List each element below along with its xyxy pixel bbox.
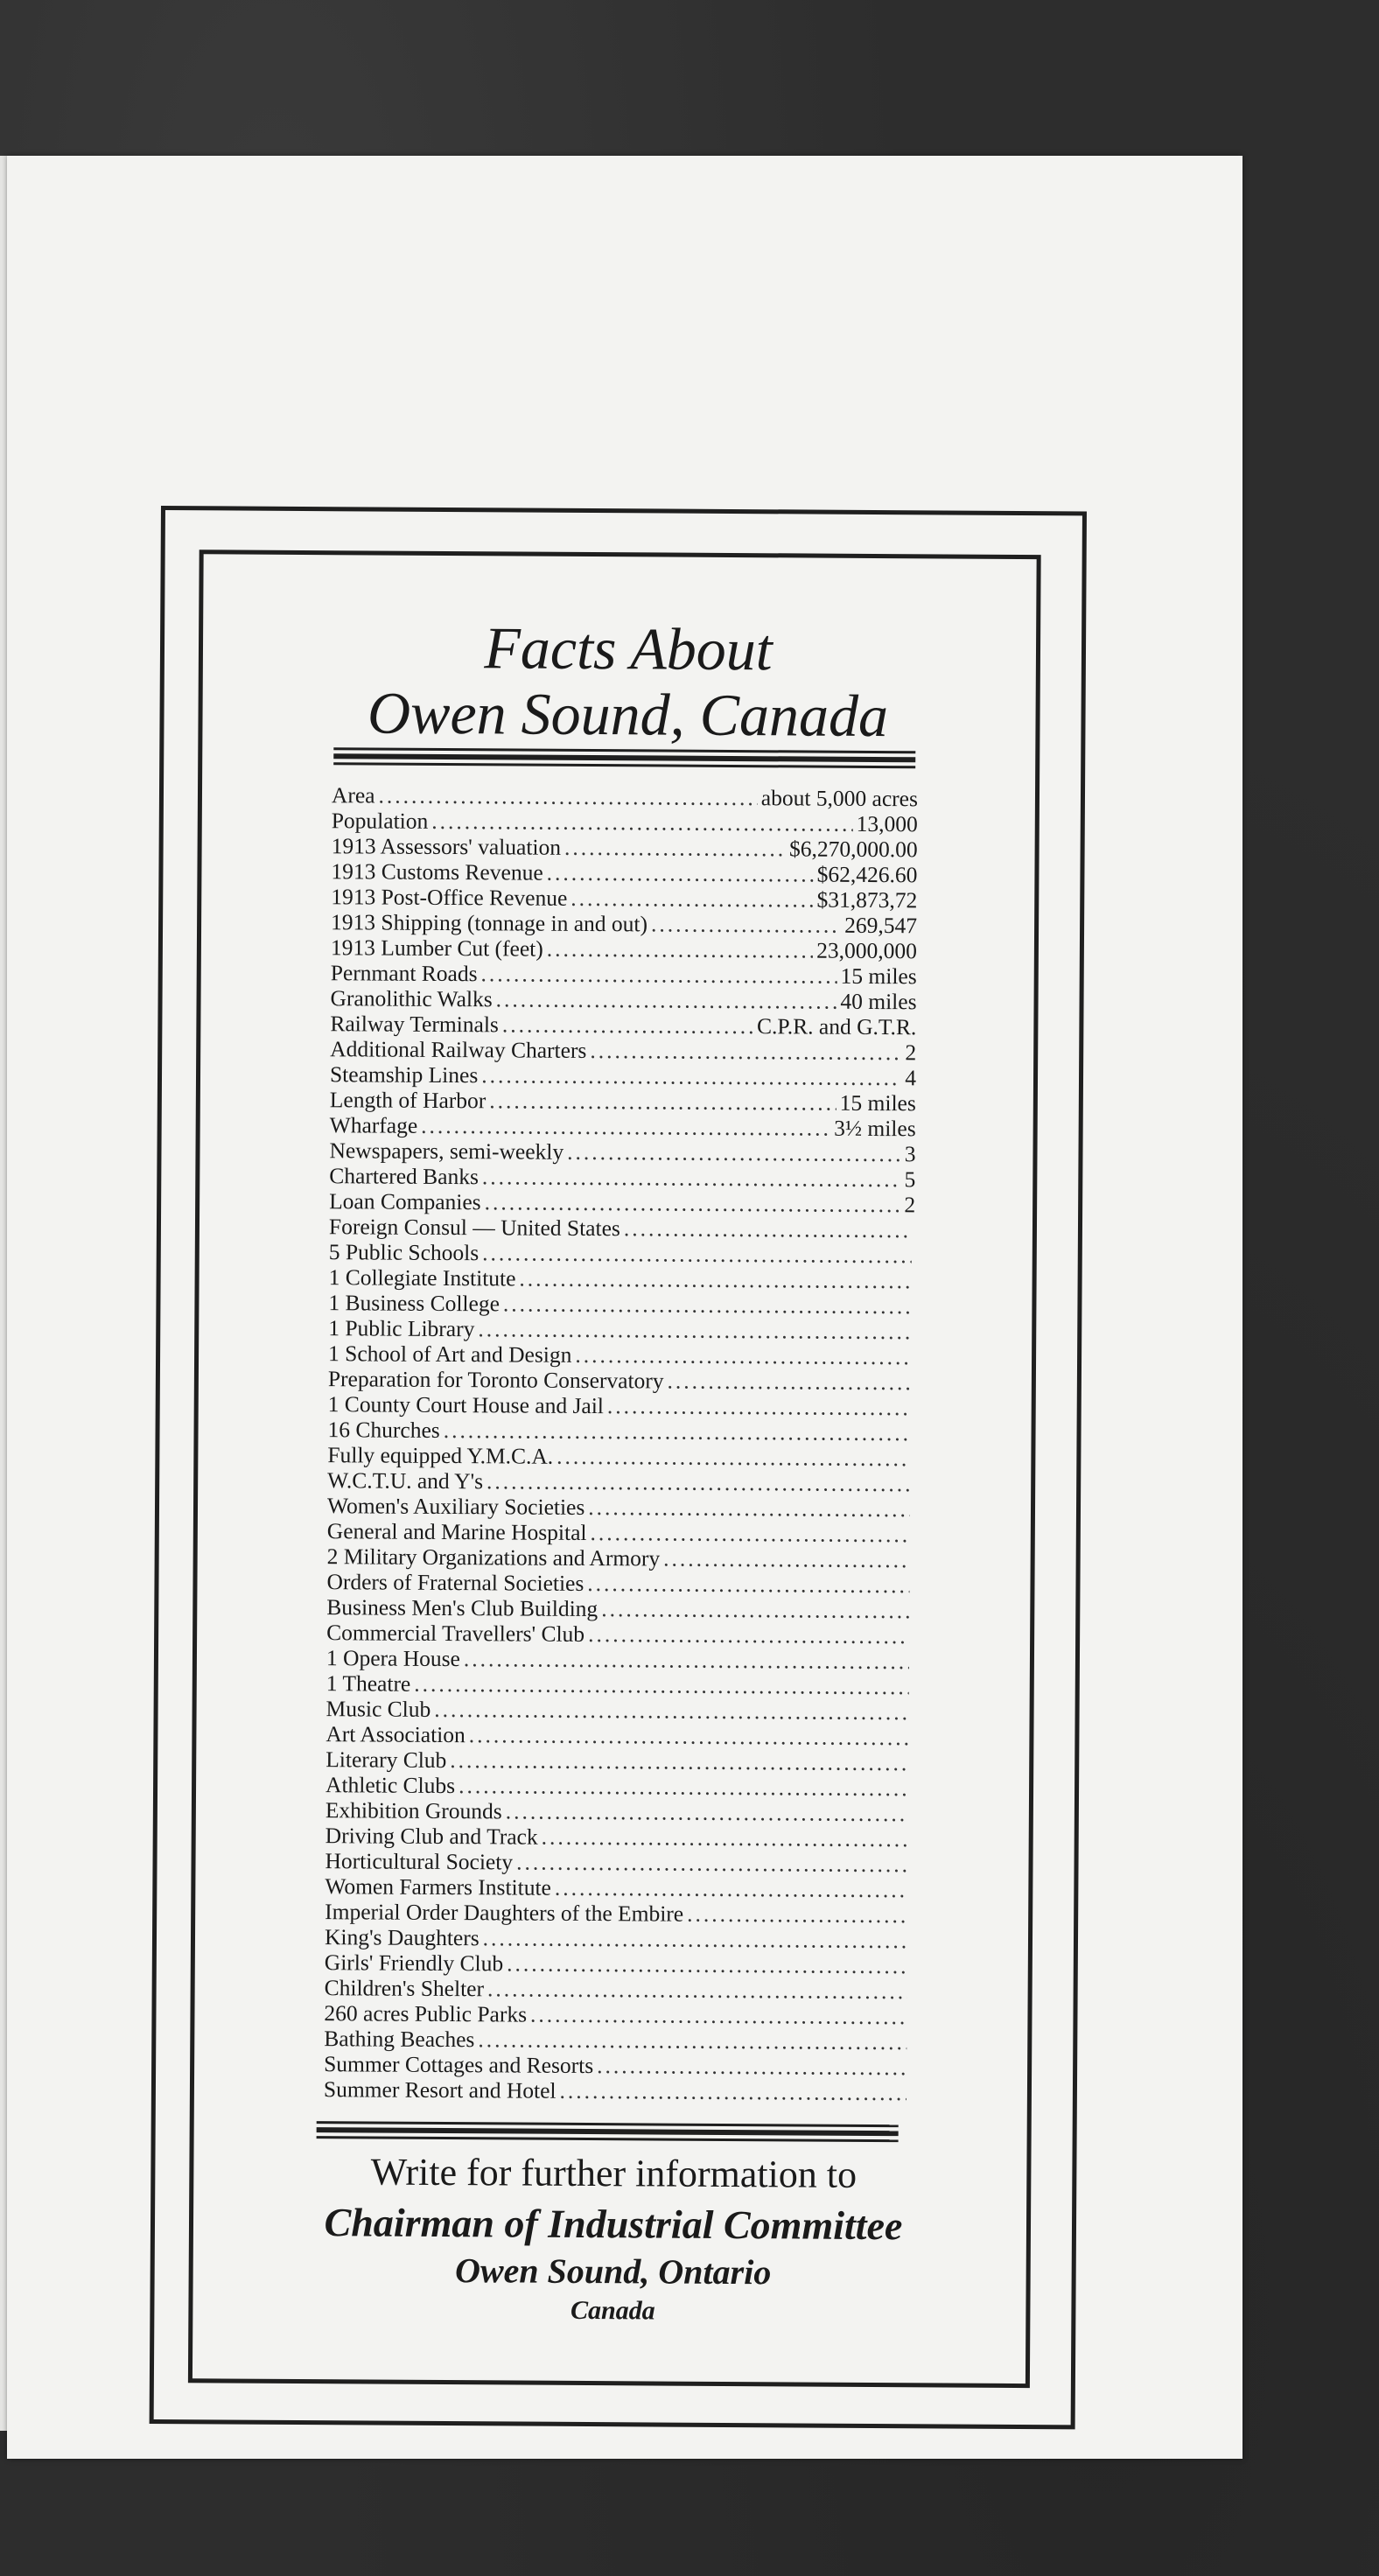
fact-label: Children's Shelter xyxy=(324,1975,485,2002)
fact-value: 15 miles xyxy=(840,962,917,990)
dot-leader xyxy=(481,1062,901,1090)
dot-leader xyxy=(486,1468,910,1496)
dot-leader xyxy=(507,1950,907,1978)
dot-leader xyxy=(555,1875,908,1902)
dot-leader xyxy=(607,1393,911,1420)
fact-label: 260 acres Public Parks xyxy=(324,2000,528,2027)
dot-leader xyxy=(588,1494,910,1522)
fact-row xyxy=(329,1138,915,1166)
fact-row xyxy=(325,1975,911,2004)
fact-label: Additional Railway Charters xyxy=(330,1036,587,1063)
fact-label: Loan Companies xyxy=(329,1188,481,1215)
fact-value: 5 xyxy=(904,1166,916,1193)
dot-leader xyxy=(469,1722,909,1750)
dot-leader xyxy=(588,1621,909,1648)
fact-row xyxy=(328,1340,914,1369)
fact-row xyxy=(327,1544,914,1572)
fact-value: $62,426.60 xyxy=(816,861,918,888)
fact-row xyxy=(324,2076,910,2105)
dot-leader xyxy=(564,835,786,862)
title-divider xyxy=(333,747,915,772)
fact-label: 1 School of Art and Design xyxy=(327,1340,572,1368)
fact-label: Music Club xyxy=(326,1696,431,1722)
dot-leader xyxy=(651,911,841,937)
fact-row xyxy=(326,1696,913,1725)
dot-leader xyxy=(567,1139,901,1166)
dot-leader xyxy=(431,808,853,836)
fact-row xyxy=(330,1036,916,1065)
fact-row xyxy=(326,1645,913,1674)
facts-list xyxy=(324,782,918,2105)
fact-row xyxy=(326,1772,912,1801)
fact-row xyxy=(328,1366,914,1395)
dot-leader xyxy=(519,1266,911,1294)
fact-label: Wharfage xyxy=(329,1112,418,1138)
fact-row xyxy=(329,1214,915,1242)
fact-row xyxy=(327,1493,914,1522)
fact-row xyxy=(331,909,917,938)
fact-label: Orders of Fraternal Societies xyxy=(326,1569,584,1596)
fact-row xyxy=(326,1746,912,1775)
fact-label: Athletic Clubs xyxy=(325,1772,456,1799)
dot-leader xyxy=(478,1316,911,1344)
footer-city-line: Owen Sound, Ontario xyxy=(454,2250,772,2292)
fact-row xyxy=(329,1188,915,1217)
fact-label: 2 Military Organizations and Armory xyxy=(326,1544,661,1572)
fact-row xyxy=(330,1061,916,1090)
fact-label: 1 Theatre xyxy=(326,1670,411,1697)
dot-leader xyxy=(547,860,814,887)
dot-leader xyxy=(663,1546,910,1573)
fact-row xyxy=(326,1721,912,1750)
fact-label: Summer Resort and Hotel xyxy=(323,2076,556,2104)
fact-label: 1 Business College xyxy=(328,1290,500,1317)
fact-row xyxy=(328,1391,914,1420)
fact-label: Business Men's Club Building xyxy=(326,1594,598,1622)
dot-leader xyxy=(687,1901,907,1928)
fact-value: 3 xyxy=(904,1141,916,1167)
dot-leader xyxy=(556,1444,910,1471)
fact-label: 1913 Assessors' valuation xyxy=(331,833,562,860)
fact-label: Population xyxy=(331,808,429,834)
dot-leader xyxy=(547,936,814,963)
dot-leader xyxy=(496,986,837,1013)
dot-leader xyxy=(516,1850,908,1878)
fact-row xyxy=(330,1112,916,1141)
dot-leader xyxy=(575,1342,911,1369)
dot-leader xyxy=(559,2078,906,2105)
fact-label: Exhibition Grounds xyxy=(325,1797,502,1824)
dot-leader xyxy=(590,1520,909,1547)
fact-label: 1 Opera House xyxy=(326,1645,460,1672)
fact-row xyxy=(332,808,918,836)
dot-leader xyxy=(542,1824,908,1852)
fact-value: about 5,000 acres xyxy=(760,785,919,812)
fact-value: 2 xyxy=(905,1040,917,1066)
fact-value: 13,000 xyxy=(856,810,918,837)
dot-leader xyxy=(597,2053,906,2080)
fact-row xyxy=(325,1950,911,1978)
inner-border-frame xyxy=(188,550,1041,2388)
fact-label: Literary Club xyxy=(326,1746,447,1774)
fact-label: Commercial Travellers' Club xyxy=(326,1620,585,1647)
dot-leader xyxy=(485,1189,901,1217)
fact-label: General and Marine Hospital xyxy=(326,1518,587,1545)
fact-row xyxy=(326,1797,912,1826)
fact-value: 15 miles xyxy=(839,1089,916,1116)
fact-label: 1913 Post-Office Revenue xyxy=(331,884,568,911)
fact-row xyxy=(325,1873,911,1902)
dot-leader xyxy=(464,1646,909,1674)
dot-leader xyxy=(489,1088,836,1115)
fact-value: 40 miles xyxy=(840,988,917,1015)
fact-row xyxy=(331,960,917,989)
dot-leader xyxy=(421,1113,830,1141)
title-line-2: Owen Sound, Canada xyxy=(367,679,889,750)
fact-value: 4 xyxy=(905,1065,917,1091)
dot-leader xyxy=(624,1215,912,1242)
dot-leader xyxy=(506,1798,908,1826)
fact-row xyxy=(326,1620,913,1648)
fact-label: Women Farmers Institute xyxy=(325,1873,552,1900)
footer-divider xyxy=(317,2121,899,2146)
title-line-1: Facts About xyxy=(484,614,773,683)
footer-committee-line: Chairman of Industrial Committee xyxy=(324,2200,903,2249)
outer-border-frame xyxy=(150,506,1087,2429)
dot-leader xyxy=(570,886,813,913)
fact-row xyxy=(327,1442,914,1471)
fact-row xyxy=(331,858,917,887)
fact-value: 2 xyxy=(904,1192,916,1218)
fact-row xyxy=(332,833,918,862)
dot-leader xyxy=(482,1240,912,1268)
fact-row xyxy=(326,1670,913,1699)
fact-value: $6,270,000.00 xyxy=(788,836,918,863)
fact-label: King's Daughters xyxy=(324,1924,480,1951)
fact-row xyxy=(329,1163,915,1192)
fact-label: W.C.T.U. and Y's xyxy=(327,1467,484,1494)
fact-value: 269,547 xyxy=(844,912,918,939)
dot-leader xyxy=(483,1925,907,1953)
dot-leader xyxy=(481,961,837,988)
fact-row xyxy=(326,1569,913,1598)
dot-leader xyxy=(503,1291,912,1319)
fact-row xyxy=(329,1264,915,1293)
dot-leader xyxy=(482,1164,901,1192)
fact-row xyxy=(330,985,916,1014)
fact-row xyxy=(324,2026,910,2054)
fact-row xyxy=(327,1518,914,1547)
dot-leader xyxy=(478,2026,906,2054)
dot-leader xyxy=(502,1012,753,1039)
fact-label: Newspapers, semi-weekly xyxy=(329,1138,564,1165)
dot-leader xyxy=(414,1671,909,1699)
dot-leader xyxy=(378,783,757,811)
dot-leader xyxy=(530,2002,907,2030)
dot-leader xyxy=(587,1571,909,1598)
fact-row xyxy=(331,934,917,963)
fact-label: Railway Terminals xyxy=(330,1011,499,1038)
dot-leader xyxy=(450,1747,908,1775)
fact-label: Women's Auxiliary Societies xyxy=(326,1493,585,1520)
dot-leader xyxy=(434,1697,908,1725)
fact-row xyxy=(325,1848,911,1877)
fact-row xyxy=(325,1924,911,1953)
fact-label: Fully equipped Y.M.C.A. xyxy=(327,1442,554,1469)
fact-label: Bathing Beaches xyxy=(324,2026,475,2053)
fact-label: 1 Collegiate Institute xyxy=(328,1264,516,1292)
dot-leader xyxy=(444,1418,911,1446)
fact-row xyxy=(326,1594,913,1623)
fact-row xyxy=(324,2051,910,2080)
fact-row xyxy=(332,782,918,811)
fact-label: 16 Churches xyxy=(327,1417,440,1443)
fact-value: 3½ miles xyxy=(834,1115,916,1142)
fact-label: Driving Club and Track xyxy=(325,1823,538,1850)
fact-row xyxy=(330,1011,916,1040)
dot-leader xyxy=(590,1038,901,1065)
fact-label: Horticultural Society xyxy=(325,1848,514,1875)
footer-country-line: Canada xyxy=(570,2295,655,2326)
fact-row xyxy=(328,1315,914,1344)
fact-label: Foreign Consul — United States xyxy=(328,1214,620,1242)
fact-label: Girls' Friendly Club xyxy=(324,1950,504,1977)
fact-label: Steamship Lines xyxy=(329,1061,479,1088)
fact-label: Imperial Order Daughters of the Embire xyxy=(325,1899,684,1927)
dot-leader xyxy=(601,1596,909,1623)
fact-row xyxy=(327,1467,914,1496)
fact-label: 1 Public Library xyxy=(328,1315,475,1342)
fact-label: Art Association xyxy=(326,1721,466,1748)
fact-row xyxy=(331,884,917,913)
fact-label: Summer Cottages and Resorts xyxy=(324,2051,594,2079)
fact-row xyxy=(330,1087,916,1116)
fact-row xyxy=(324,2000,910,2029)
fact-label: 1913 Lumber Cut (feet) xyxy=(330,934,543,962)
dot-leader xyxy=(487,1976,907,2004)
fact-value: 23,000,000 xyxy=(816,937,917,964)
fact-row xyxy=(328,1290,914,1319)
fact-label: 1913 Shipping (tonnage in and out) xyxy=(331,909,648,937)
fact-label: 5 Public Schools xyxy=(328,1239,480,1266)
fact-label: Area xyxy=(331,782,375,808)
footer-write-line: Write for further information to xyxy=(370,2150,858,2196)
fact-label: Granolithic Walks xyxy=(330,985,493,1012)
document-page xyxy=(7,156,1242,2459)
fact-value: $31,873,72 xyxy=(816,886,918,914)
fact-label: Pernmant Roads xyxy=(330,960,478,987)
fact-label: Chartered Banks xyxy=(329,1163,480,1190)
fact-row xyxy=(325,1899,911,1928)
fact-label: Length of Harbor xyxy=(329,1087,486,1114)
fact-row xyxy=(326,1823,912,1852)
dot-leader xyxy=(668,1368,911,1396)
fact-row xyxy=(329,1239,915,1268)
fact-label: 1913 Customs Revenue xyxy=(331,858,543,886)
fact-label: 1 County Court House and Jail xyxy=(327,1391,605,1419)
fact-label: Preparation for Toronto Conservatory xyxy=(327,1366,664,1394)
fact-row xyxy=(327,1417,914,1446)
fact-value: C.P.R. and G.T.R. xyxy=(756,1013,917,1040)
dot-leader xyxy=(458,1773,908,1801)
